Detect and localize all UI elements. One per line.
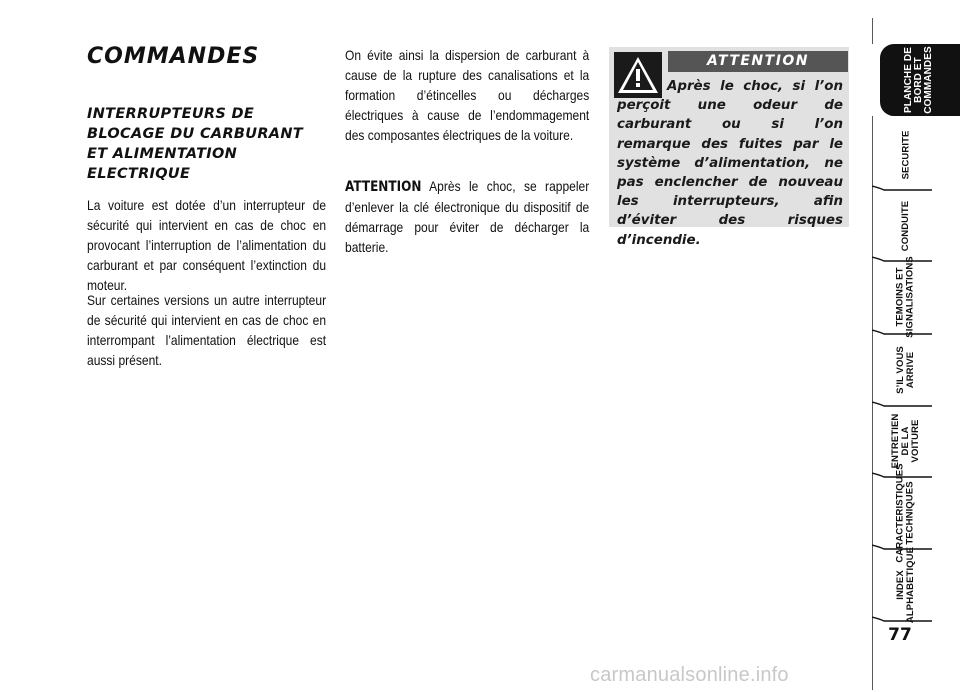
tab-label: CONDUITE xyxy=(899,200,911,252)
tab-planche-de-bord[interactable] xyxy=(880,44,958,116)
tab-securite[interactable] xyxy=(872,120,940,190)
tab-conduite[interactable] xyxy=(872,191,940,261)
paragraph-4 xyxy=(345,176,589,257)
tab-caracteristiques[interactable] xyxy=(872,463,940,563)
tab-sil-vous-arrive[interactable] xyxy=(872,335,940,405)
warning-text xyxy=(617,77,843,250)
warning-text-body: Après le choc, si l’on perçoit une odeur de carburant ou si l’on remarque des fuites par le système d’alimentation, ne pas enclencher de nouveau les interrupteurs, afin d’éviter des risques d’incendie. xyxy=(617,79,843,248)
paragraph-1: La voiture est dotée d’un interrupteur de sécurité qui intervient en cas de choc en provocant l’interruption de l’alimentation du carburant et par conséquent l’extinction du moteur. xyxy=(87,197,327,293)
warning-header: ATTENTION xyxy=(668,51,848,72)
page-title: COMMANDES xyxy=(87,44,260,69)
section-title: INTERRUPTEURS DE BLOCAGE DU CARBURANT ET ALIMENTATION ELECTRIQUE xyxy=(87,106,303,182)
tab-index[interactable] xyxy=(872,546,940,624)
tab-label: S’IL VOUS ARRIVE xyxy=(895,346,916,394)
tab-label: PLANCHE DE BORD ET COMMANDES xyxy=(902,46,934,114)
attention-lead: ATTENTION xyxy=(345,179,422,195)
tab-label: INDEX ALPHABETIQUE xyxy=(895,546,916,624)
tab-label: ENTRETIEN DE LA VOITURE xyxy=(890,413,921,469)
paragraph-2: Sur certaines versions un autre interrupteur de sécurité qui intervient en cas de choc en interrompant l’alimentation électrique est aussi présent. xyxy=(87,292,327,368)
tab-label: TEMOINS ET SIGNALISATIONS xyxy=(895,256,917,338)
page-number: 77 xyxy=(888,625,912,645)
tab-label: CARACTERISTIQUES TECHNIQUES xyxy=(895,463,916,563)
paragraph-4-text: Après le choc, se rappeler d’enlever la clé électronique du dispositif de démarrage pour éviter de décharger la batterie. xyxy=(345,178,590,255)
tab-label: SECURITE xyxy=(900,130,911,180)
watermark: carmanualsonline.info xyxy=(590,664,789,686)
paragraph-3: On évite ainsi la dispersion de carburant à cause de la rupture des canalisations et la formation d’étincelles ou décharges électriques à cause de l’endommagement des composantes électriques de la voiture. xyxy=(345,47,590,143)
tab-temoins[interactable] xyxy=(872,256,940,338)
